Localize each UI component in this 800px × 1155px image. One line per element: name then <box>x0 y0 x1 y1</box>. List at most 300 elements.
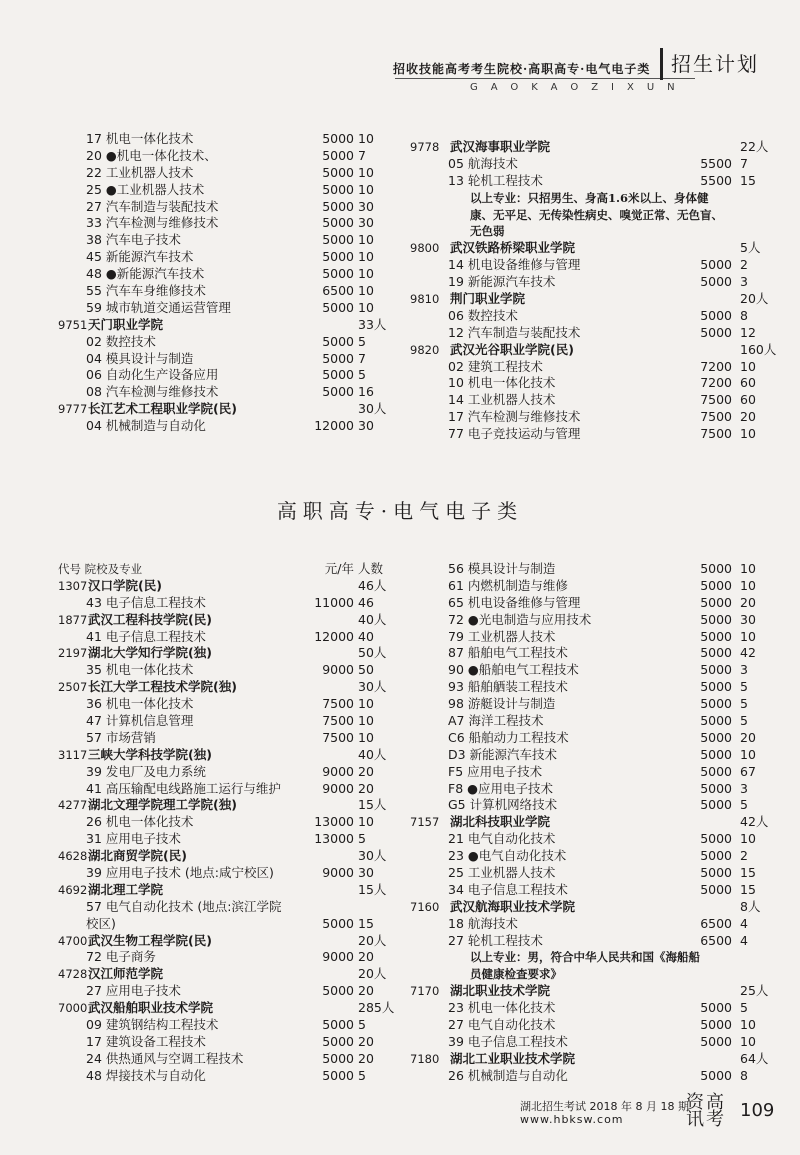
enrollment-count: 50人 <box>358 645 387 661</box>
enrollment-count: 5 <box>740 1000 748 1016</box>
major-name: G5 计算机网络技术 <box>448 797 558 813</box>
major-row <box>410 173 770 190</box>
tuition-fee: 7500 <box>322 696 354 712</box>
school-row <box>58 401 388 418</box>
school-name: 武汉海事职业学院 <box>450 139 551 154</box>
tuition-fee: 5000 <box>322 1033 354 1049</box>
school-row <box>410 341 777 359</box>
note-row <box>410 949 770 966</box>
school-code: 2507 <box>58 680 88 695</box>
major-name: 02 建筑工程技术 <box>448 358 543 374</box>
school-name: 武汉航海职业技术学院 <box>450 898 576 914</box>
enrollment-count: 30 <box>358 865 374 881</box>
major-row <box>58 283 388 300</box>
enrollment-count: 40人 <box>358 746 387 762</box>
major-name: 26 机械制造与自动化 <box>448 1067 568 1083</box>
school-row <box>410 291 770 308</box>
enrollment-count: 42 <box>740 645 756 661</box>
tuition-fee: 5000 <box>700 324 732 340</box>
enrollment-count: 10 <box>358 814 374 830</box>
header-badge: 招生计划 <box>660 48 770 80</box>
enrollment-count: 10 <box>358 696 374 712</box>
enrollment-count: 20人 <box>358 932 387 948</box>
enrollment-count: 15 <box>740 865 756 881</box>
note-text: 以上专业：只招男生、身高1.6米以上、身体健 <box>470 190 709 205</box>
major-row <box>58 1068 388 1085</box>
major-row <box>58 232 388 249</box>
major-row <box>410 595 770 612</box>
school-code: 4692 <box>58 882 88 897</box>
school-row <box>58 317 388 334</box>
header-fee: 元/年 <box>324 561 354 576</box>
major-name: 77 电子竞技运动与管理 <box>448 426 581 442</box>
school-name: 湖北商贸学院(民) <box>88 848 187 864</box>
tuition-fee: 7500 <box>322 713 354 729</box>
major-row <box>410 426 770 443</box>
major-row <box>58 300 388 317</box>
major-row <box>410 612 770 629</box>
tuition-fee: 5000 <box>700 1067 732 1083</box>
major-row <box>410 662 770 679</box>
school-code: 3117 <box>58 747 88 762</box>
enrollment-count: 8 <box>740 1067 748 1083</box>
bottom-left-column <box>58 561 395 1085</box>
tuition-fee: 5000 <box>322 333 354 349</box>
enrollment-count: 5 <box>358 367 366 383</box>
major-name: 14 机电设备维修与管理 <box>448 257 581 273</box>
major-name: 72 电子商务 <box>86 949 156 965</box>
enrollment-count: 5 <box>358 333 366 349</box>
tuition-fee: 5500 <box>700 172 732 188</box>
major-row <box>410 409 770 426</box>
tuition-fee: 5000 <box>700 1017 732 1033</box>
major-row <box>58 1051 388 1068</box>
school-row <box>58 1000 395 1017</box>
tuition-fee: 5000 <box>322 983 354 999</box>
school-code: 7000 <box>58 1001 88 1016</box>
footer-url: www.hbksw.com <box>520 1113 624 1126</box>
school-code: 7180 <box>410 1051 440 1066</box>
tuition-fee: 5000 <box>700 662 732 678</box>
note-row <box>410 966 770 983</box>
enrollment-count: 10 <box>358 232 374 248</box>
enrollment-count: 8 <box>740 307 748 323</box>
enrollment-count: 10 <box>740 426 756 442</box>
major-row <box>410 359 770 376</box>
header-pinyin: GAOKAOZIXUN <box>470 82 688 93</box>
major-name: 04 模具设计与制造 <box>86 350 194 366</box>
major-name: 39 发电厂及电力系统 <box>86 763 206 779</box>
major-name: 02 数控技术 <box>86 333 156 349</box>
school-row <box>58 848 388 865</box>
school-row <box>410 899 770 916</box>
enrollment-count: 20 <box>358 763 374 779</box>
major-name: 55 汽车车身维修技术 <box>86 283 206 299</box>
enrollment-count: 15 <box>358 915 374 931</box>
major-row <box>410 933 770 950</box>
tuition-fee: 5000 <box>322 350 354 366</box>
school-name: 湖北科技职业学院 <box>450 814 551 830</box>
major-name: 17 建筑设备工程技术 <box>86 1033 206 1049</box>
enrollment-count: 10 <box>358 266 374 282</box>
major-name: 43 电子信息工程技术 <box>86 594 206 610</box>
enrollment-count: 20 <box>358 1033 374 1049</box>
major-row <box>58 131 388 148</box>
major-row <box>410 747 770 764</box>
school-name: 三峡大学科技学院(独) <box>88 746 212 762</box>
school-code: 9810 <box>410 292 440 307</box>
tuition-fee: 5000 <box>700 645 732 661</box>
major-name: 61 内燃机制造与维修 <box>448 577 568 593</box>
major-name: 23 ●电气自动化技术 <box>448 848 567 864</box>
enrollment-count: 10 <box>740 628 756 644</box>
major-name: F8 ●应用电子技术 <box>448 780 554 796</box>
tuition-fee: 7500 <box>700 392 732 408</box>
enrollment-count: 30 <box>358 215 374 231</box>
major-name: 41 电子信息工程技术 <box>86 628 206 644</box>
major-name: 36 机电一体化技术 <box>86 696 194 712</box>
enrollment-count: 285人 <box>358 1000 395 1016</box>
enrollment-count: 10 <box>740 358 756 374</box>
major-row <box>410 257 770 274</box>
major-row <box>58 215 388 232</box>
enrollment-count: 33人 <box>358 316 387 332</box>
tuition-fee: 6500 <box>700 915 732 931</box>
enrollment-count: 20 <box>358 983 374 999</box>
tuition-fee: 5000 <box>322 1067 354 1083</box>
enrollment-count: 64人 <box>740 1050 769 1066</box>
enrollment-count: 5 <box>358 1017 366 1033</box>
school-name: 湖北文理学院理工学院(独) <box>88 797 237 813</box>
header-rule <box>395 78 695 79</box>
school-name: 长江大学工程技术学院(独) <box>88 679 237 695</box>
major-row <box>410 1017 770 1034</box>
school-name: 湖北大学知行学院(独) <box>88 645 212 661</box>
school-name: 湖北职业技术学院 <box>450 983 551 999</box>
enrollment-count: 30人 <box>358 848 387 864</box>
tuition-fee: 9000 <box>322 780 354 796</box>
enrollment-count: 50 <box>358 662 374 678</box>
enrollment-count: 5 <box>740 713 748 729</box>
tuition-fee: 5000 <box>322 215 354 231</box>
major-name: F5 应用电子技术 <box>448 763 543 779</box>
enrollment-count: 20 <box>358 949 374 965</box>
major-row <box>58 595 388 612</box>
tuition-fee: 5000 <box>700 780 732 796</box>
tuition-fee: 12000 <box>314 418 354 434</box>
note-text: 员健康检查要求》 <box>470 967 562 982</box>
school-row <box>58 966 388 983</box>
school-row <box>410 1051 770 1068</box>
enrollment-count: 4 <box>740 932 748 948</box>
school-name: 天门职业学院 <box>88 316 164 332</box>
tuition-fee: 5000 <box>700 1033 732 1049</box>
major-name: 27 轮机工程技术 <box>448 932 543 948</box>
tuition-fee: 5000 <box>700 274 732 290</box>
major-name: 38 汽车电子技术 <box>86 232 181 248</box>
enrollment-count: 67 <box>740 763 756 779</box>
major-name: 35 机电一体化技术 <box>86 662 194 678</box>
school-row <box>410 139 770 156</box>
major-row <box>58 182 388 199</box>
major-name: A7 海洋工程技术 <box>448 713 544 729</box>
school-name: 武汉生物工程学院(民) <box>88 932 212 948</box>
tuition-fee: 5000 <box>322 266 354 282</box>
major-name: 14 工业机器人技术 <box>448 392 556 408</box>
major-row <box>58 1034 388 1051</box>
school-name: 湖北工业职业技术学院 <box>450 1050 576 1066</box>
column-header <box>58 561 388 578</box>
school-row <box>410 983 770 1000</box>
enrollment-count: 3 <box>740 274 748 290</box>
school-row <box>58 882 388 899</box>
enrollment-count: 30人 <box>358 679 387 695</box>
school-row <box>58 933 388 950</box>
major-row <box>410 831 770 848</box>
major-name: 05 航海技术 <box>448 155 518 171</box>
major-name: 57 市场营销 <box>86 729 156 745</box>
major-name: 26 机电一体化技术 <box>86 814 194 830</box>
major-name: 06 自动化生产设备应用 <box>86 367 219 383</box>
major-name: 24 供热通风与空调工程技术 <box>86 1050 244 1066</box>
tuition-fee: 7500 <box>700 409 732 425</box>
tuition-fee: 5000 <box>700 679 732 695</box>
tuition-fee: 5000 <box>700 628 732 644</box>
major-name: 48 焊接技术与自动化 <box>86 1067 206 1083</box>
major-row <box>58 899 388 916</box>
school-code: 4728 <box>58 967 88 982</box>
enrollment-count: 16 <box>358 384 374 400</box>
enrollment-count: 15人 <box>358 797 387 813</box>
major-name: 20 ●机电一体化技术、 <box>86 147 217 163</box>
enrollment-count: 20 <box>740 594 756 610</box>
major-row <box>58 916 388 933</box>
tuition-fee: 7500 <box>322 729 354 745</box>
tuition-fee: 9000 <box>322 662 354 678</box>
enrollment-count: 10 <box>740 577 756 593</box>
enrollment-count: 20人 <box>358 966 387 982</box>
major-name: 33 汽车检测与维修技术 <box>86 215 219 231</box>
major-row <box>410 629 770 646</box>
major-row <box>410 1034 770 1051</box>
tuition-fee: 11000 <box>314 594 354 610</box>
enrollment-count: 7 <box>358 147 366 163</box>
school-name: 武汉工程科技学院(民) <box>88 611 212 627</box>
major-row <box>410 781 770 798</box>
tuition-fee: 9000 <box>322 763 354 779</box>
major-row <box>410 730 770 747</box>
major-row <box>58 629 388 646</box>
enrollment-count: 40人 <box>358 611 387 627</box>
school-name: 武汉铁路桥梁职业学院 <box>450 240 576 256</box>
tuition-fee: 5000 <box>700 257 732 273</box>
major-row <box>58 831 388 848</box>
tuition-fee: 5000 <box>322 198 354 214</box>
enrollment-count: 20 <box>358 780 374 796</box>
major-name: 23 机电一体化技术 <box>448 1000 556 1016</box>
enrollment-count: 8人 <box>740 898 761 914</box>
major-name: 25 ●工业机器人技术 <box>86 181 205 197</box>
tuition-fee: 7200 <box>700 358 732 374</box>
enrollment-count: 22人 <box>740 139 769 154</box>
major-name: 12 汽车制造与装配技术 <box>448 324 581 340</box>
tuition-fee: 5000 <box>700 831 732 847</box>
tuition-fee: 5000 <box>322 147 354 163</box>
major-name: 65 机电设备维修与管理 <box>448 594 581 610</box>
page-number: 109 <box>740 1100 775 1121</box>
enrollment-count: 46人 <box>358 577 387 593</box>
tuition-fee: 5000 <box>322 384 354 400</box>
major-row <box>58 384 388 401</box>
major-row <box>58 367 388 384</box>
major-name: 22 工业机器人技术 <box>86 164 194 180</box>
major-name: 17 汽车检测与维修技术 <box>448 409 581 425</box>
major-row <box>58 1017 388 1034</box>
school-code: 1877 <box>58 612 88 627</box>
major-name: 13 轮机工程技术 <box>448 172 543 188</box>
school-code: 9778 <box>410 140 440 154</box>
tuition-fee: 12000 <box>314 628 354 644</box>
major-name: 98 游艇设计与制造 <box>448 696 556 712</box>
major-row <box>58 949 388 966</box>
tuition-fee: 5000 <box>700 561 732 576</box>
major-name: 47 计算机信息管理 <box>86 713 194 729</box>
tuition-fee: 5000 <box>322 131 354 146</box>
major-row <box>58 266 388 283</box>
header-count: 人数 <box>358 561 384 576</box>
major-name: 45 新能源汽车技术 <box>86 249 194 265</box>
major-row <box>410 679 770 696</box>
major-name: 41 高压输配电线路施工运行与维护 <box>86 780 281 796</box>
enrollment-count: 5 <box>358 831 366 847</box>
school-code: 9800 <box>410 241 440 256</box>
tuition-fee: 5000 <box>322 915 354 931</box>
school-name: 汉口学院(民) <box>88 577 162 593</box>
major-row <box>58 781 388 798</box>
enrollment-count: 10 <box>358 283 374 299</box>
school-code: 9820 <box>410 342 440 357</box>
major-name: D3 新能源汽车技术 <box>448 746 558 762</box>
major-row <box>58 148 388 165</box>
school-code: 4277 <box>58 798 88 813</box>
major-name: 39 应用电子技术 (地点:咸宁校区) <box>86 865 274 881</box>
major-row <box>410 274 770 291</box>
enrollment-count: 4 <box>740 915 748 931</box>
enrollment-count: 5 <box>740 679 748 695</box>
tuition-fee: 13000 <box>314 814 354 830</box>
school-code: 4700 <box>58 933 88 948</box>
major-name: 06 数控技术 <box>448 307 518 323</box>
major-name: 56 模具设计与制造 <box>448 561 556 576</box>
note-row <box>410 207 770 224</box>
enrollment-count: 30 <box>740 611 756 627</box>
major-row <box>410 325 770 342</box>
enrollment-count: 20 <box>740 409 756 425</box>
note-row <box>410 190 770 207</box>
enrollment-count: 10 <box>358 131 374 146</box>
school-code: 7160 <box>410 899 440 914</box>
enrollment-count: 15 <box>740 172 756 188</box>
major-name: 72 ●光电制造与应用技术 <box>448 611 592 627</box>
major-row <box>58 165 388 182</box>
enrollment-count: 40 <box>358 628 374 644</box>
tuition-fee: 5000 <box>700 696 732 712</box>
enrollment-count: 160人 <box>740 341 777 357</box>
school-row <box>58 679 388 696</box>
major-name: 57 电气自动化技术 (地点:滨江学院 <box>86 898 282 914</box>
major-name: 09 建筑钢结构工程技术 <box>86 1017 219 1033</box>
enrollment-count: 12 <box>740 324 756 340</box>
tuition-fee: 5000 <box>322 164 354 180</box>
enrollment-count: 15人 <box>358 881 387 897</box>
tuition-fee: 5000 <box>322 367 354 383</box>
enrollment-count: 10 <box>358 181 374 197</box>
enrollment-count: 46 <box>358 594 374 610</box>
note-row <box>410 223 770 240</box>
tuition-fee: 5000 <box>700 865 732 881</box>
major-row <box>58 249 388 266</box>
tuition-fee: 5000 <box>322 181 354 197</box>
footer-issue: 湖北招生考试 2018 年 8 月 18 期 <box>520 1100 689 1113</box>
enrollment-count: 42人 <box>740 814 769 830</box>
tuition-fee: 5000 <box>322 249 354 265</box>
major-name: 79 工业机器人技术 <box>448 628 556 644</box>
major-name: 25 工业机器人技术 <box>448 865 556 881</box>
major-row <box>58 713 388 730</box>
tuition-fee: 5000 <box>700 746 732 762</box>
major-name: 10 机电一体化技术 <box>448 375 556 391</box>
enrollment-count: 10 <box>740 746 756 762</box>
tuition-fee: 5000 <box>700 713 732 729</box>
school-code: 9751 <box>58 317 88 332</box>
school-row <box>410 814 770 831</box>
major-row <box>410 713 770 730</box>
school-row <box>58 645 388 662</box>
major-row <box>58 730 388 747</box>
school-code: 7157 <box>410 815 440 830</box>
tuition-fee: 5000 <box>700 611 732 627</box>
tuition-fee: 5500 <box>700 155 732 171</box>
major-name: 39 电子信息工程技术 <box>448 1033 568 1049</box>
major-row <box>410 561 770 578</box>
school-name: 长江艺术工程职业学院(民) <box>88 401 237 417</box>
tuition-fee: 5000 <box>322 299 354 315</box>
enrollment-count: 2 <box>740 257 748 273</box>
major-row <box>410 1068 770 1085</box>
tuition-fee: 7500 <box>700 426 732 442</box>
tuition-fee: 9000 <box>322 865 354 881</box>
section-title: 高职高专·电气电子类 <box>276 499 524 523</box>
tuition-fee: 5000 <box>322 1017 354 1033</box>
major-name: 48 ●新能源汽车技术 <box>86 266 205 282</box>
major-row <box>410 696 770 713</box>
note-text: 以上专业：男，符合中华人民共和国《海船船 <box>470 950 700 965</box>
tuition-fee: 7200 <box>700 375 732 391</box>
enrollment-count: 20 <box>358 1050 374 1066</box>
enrollment-count: 10 <box>740 1033 756 1049</box>
major-row <box>410 375 770 392</box>
tuition-fee: 5000 <box>322 232 354 248</box>
tuition-fee: 5000 <box>700 763 732 779</box>
enrollment-count: 5 <box>740 696 748 712</box>
school-name: 武汉船舶职业技术学院 <box>88 1000 214 1016</box>
school-row <box>410 240 770 257</box>
tuition-fee: 5000 <box>700 577 732 593</box>
enrollment-count: 10 <box>740 831 756 847</box>
school-name: 汉江师范学院 <box>88 966 164 982</box>
major-name: 17 机电一体化技术 <box>86 131 194 146</box>
major-name: 31 应用电子技术 <box>86 831 181 847</box>
